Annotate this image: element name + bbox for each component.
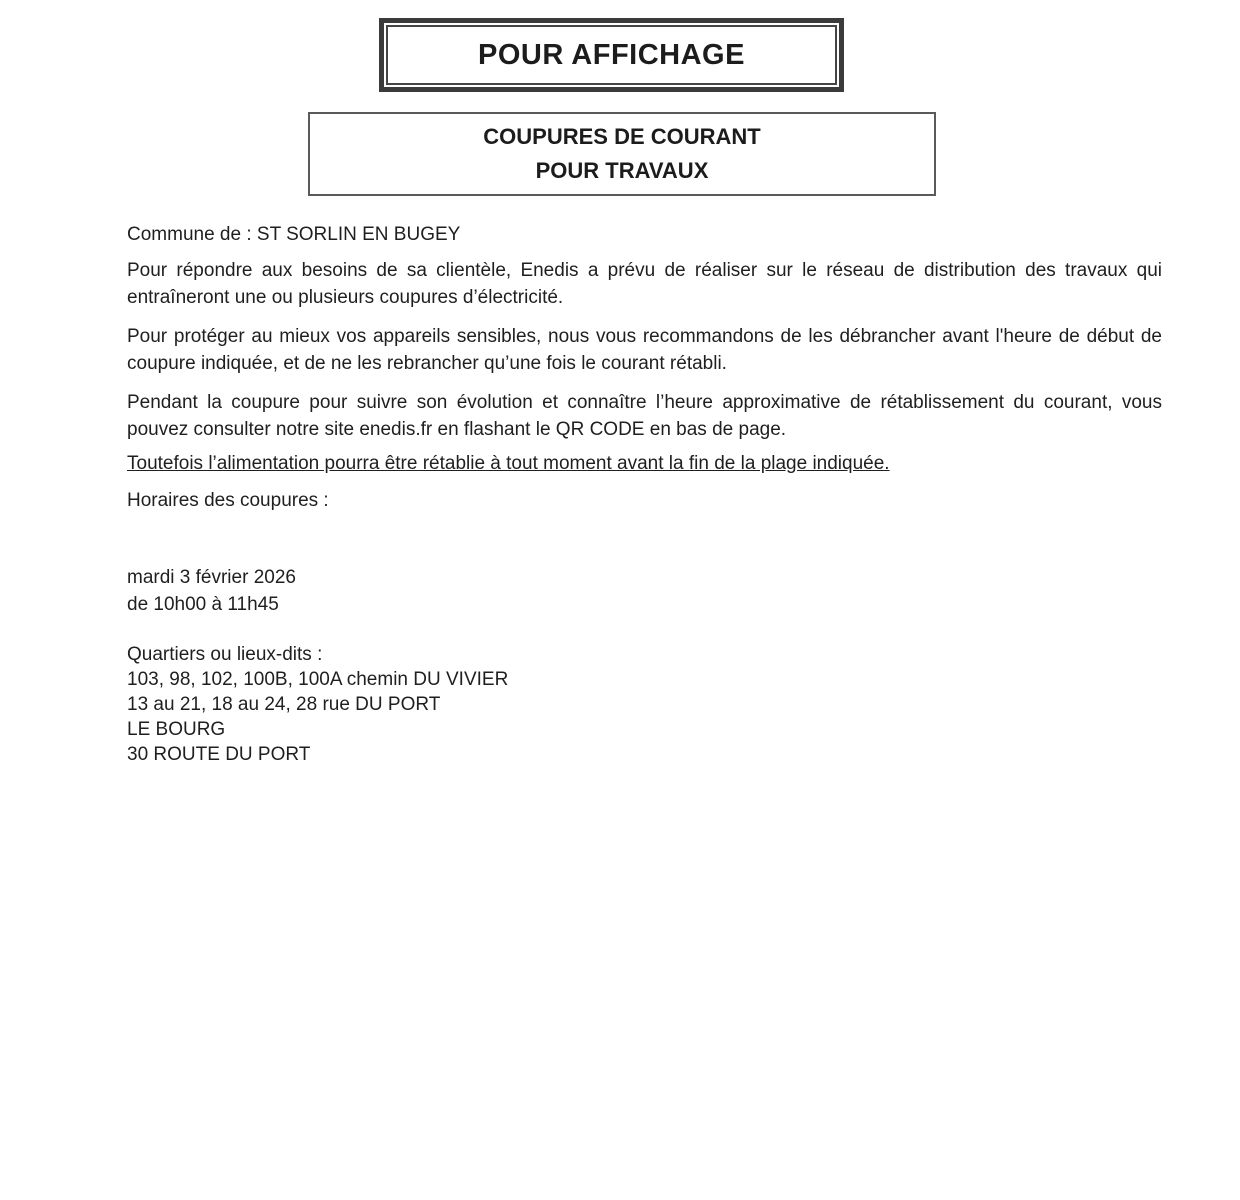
warning-line-text: Toutefois l’alimentation pourra être rétablie à tout moment avant la fin de la plage indiquée.: [127, 453, 890, 474]
locations-label: Quartiers ou lieux-dits :: [127, 644, 323, 665]
intro-paragraph: Pour répondre aux besoins de sa clientèle, Enedis a prévu de réaliser sur le réseau de distribution des travaux qui entraîneront une ou plusieurs coupures d’électricité.: [127, 260, 1162, 308]
notice-box: [308, 112, 936, 196]
horaires-label: Horaires des coupures :: [127, 490, 329, 511]
location-line: LE BOURG: [127, 719, 226, 740]
location-line: 103, 98, 102, 100B, 100A chemin DU VIVIER: [127, 669, 509, 690]
outage-date: mardi 3 février 2026: [127, 567, 296, 588]
schedule-block: [127, 564, 1162, 618]
affichage-banner: [379, 18, 844, 92]
affichage-banner-inner-frame: [386, 25, 837, 85]
outage-time: de 10h00 à 11h45: [127, 594, 279, 615]
warning-line: [127, 450, 1162, 477]
location-line: 30 ROUTE DU PORT: [127, 744, 311, 765]
location-line: 13 au 21, 18 au 24, 28 rue DU PORT: [127, 694, 441, 715]
commune-line: Commune de : ST SORLIN EN BUGEY: [127, 224, 461, 245]
notice-line-2: POUR TRAVAUX: [535, 158, 709, 183]
advice-paragraph: Pour protéger au mieux vos appareils sensibles, nous vous recommandons de les débrancher avant l'heure de début de coupure indiquée, et de ne les rebrancher qu’une fois le courant rétabli.: [127, 326, 1162, 374]
info-paragraph: Pendant la coupure pour suivre son évolution et connaître l’heure approximative de rétablissement du courant, vous pouvez consulter notre site enedis.fr en flashant le QR CODE en bas de page.: [127, 392, 1162, 440]
locations-block: [127, 642, 1162, 767]
notice-line-1: COUPURES DE COURANT: [483, 124, 761, 149]
banner-title: POUR AFFICHAGE: [478, 38, 745, 71]
